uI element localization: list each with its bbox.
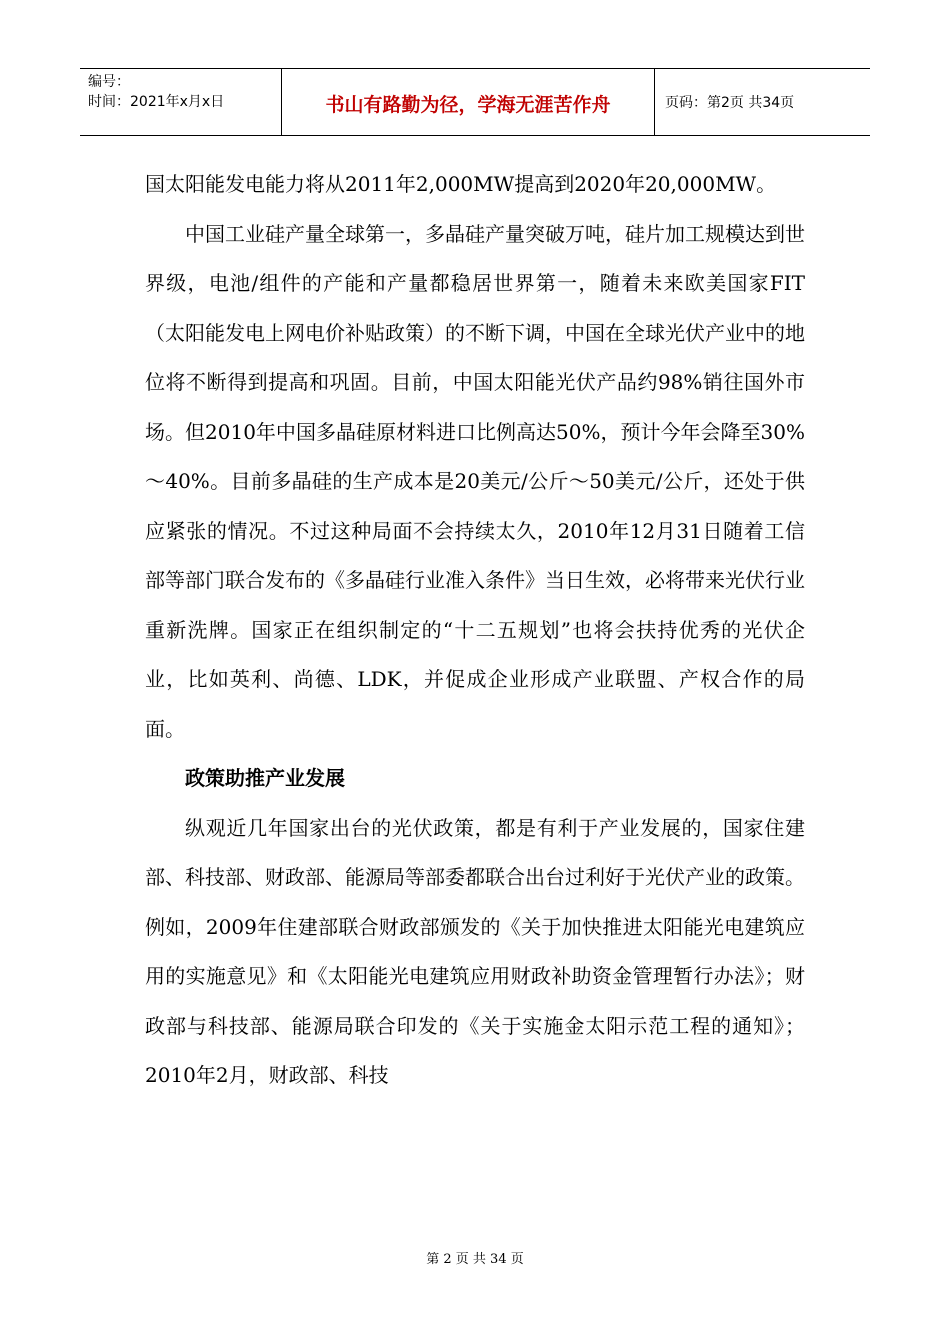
- page-footer: 第 2 页 共 34 页: [426, 1252, 524, 1267]
- number-label: 编号：: [88, 74, 130, 90]
- paragraph-continued: 国太阳能发电能力将从2011年2,000MW提高到2020年20,000MW。: [145, 172, 777, 196]
- header-motto: 书山有路勤为径，学海无涯苦作舟: [282, 69, 655, 135]
- date-line: 时间：2021年x月x日: [88, 94, 225, 110]
- header-page-info: 页码：第2页 共34页: [665, 95, 795, 111]
- document-body: [145, 160, 805, 1101]
- paragraph-industry-status: 中国工业硅产量全球第一，多晶硅产量突破万吨，硅片加工规模达到世界级，电池/组件的产能和产量都稳居世界第一，随着未来欧美国家FIT（太阳能发电上网电价补贴政策）的不断下调，中国在全球光伏产业中的地位将不断得到提高和巩固。目前，中国太阳能光伏产品约98%销往国外市场。但2010年中国多晶硅原材料进口比例高达50%，预计今年会降至30%～40%。目前多晶硅的生产成本是20美元/公斤～50美元/公斤，还处于供应紧张的情况。不过这种局面不会持续太久，2010年12月31日随着工信部等部门联合发布的《多晶硅行业准入条件》当日生效，必将带来光伏行业重新洗牌。国家正在组织制定的“十二五规划”也将会扶持优秀的光伏企业，比如英利、尚德、LDK，并促成企业形成产业联盟、产权合作的局面。: [145, 221, 805, 741]
- header-meta: [80, 69, 282, 135]
- paragraph-policy: 纵观近几年国家出台的光伏政策，都是有利于产业发展的，国家住建部、科技部、财政部、能源局等部委都联合出台过利好于光伏产业的政策。例如，2009年住建部联合财政部颁发的《关于加快推进太阳能光电建筑应用的实施意见》和《太阳能光电建筑应用财政补助资金管理暂行办法》；财政部与科技部、能源局联合印发的《关于实施金太阳示范工程的通知》；2010年2月，财政部、科技: [145, 815, 805, 1087]
- page-header: [80, 68, 870, 136]
- section-heading: 政策助推产业发展: [185, 766, 345, 790]
